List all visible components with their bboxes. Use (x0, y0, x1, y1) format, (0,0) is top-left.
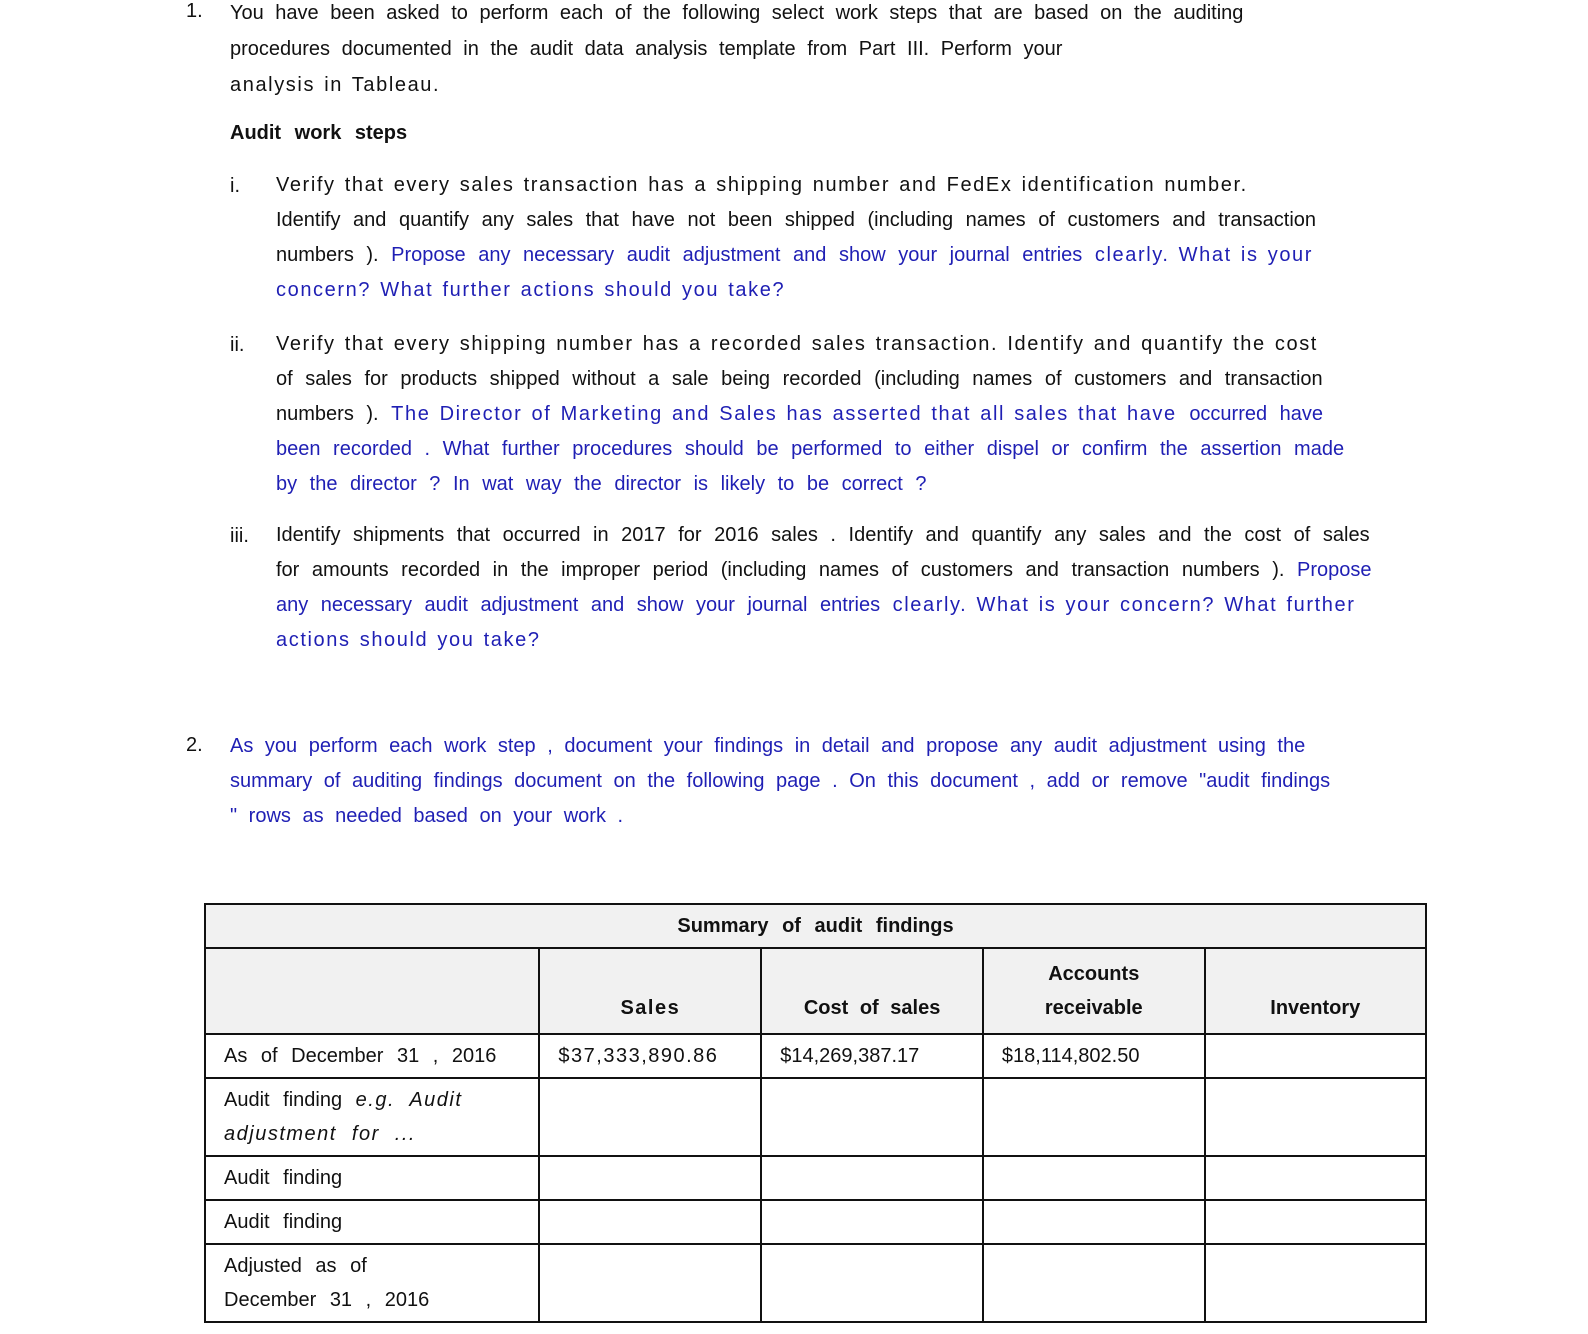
table-row (205, 1034, 1426, 1078)
item-1-text-b: analysis in Tableau. (230, 74, 441, 96)
cell-cost-of-sales (761, 1156, 983, 1200)
audit-work-steps-heading: Audit work steps (230, 122, 408, 144)
cell-inventory (1205, 1078, 1426, 1156)
step-black-text: Identify shipments that occurred in 2017 for 2016 sales . Identify and quantify any sales and the cost of sales for amounts recorded in the improper period (including names of customers and transaction numbers ). (276, 524, 1370, 581)
column-header-accounts-receivable-label: Accounts receivable (1044, 963, 1143, 1019)
cell-sales (539, 1078, 761, 1156)
cell-inventory (1205, 1200, 1426, 1244)
step-black-text: of sales for products shipped without a sale being recorded (including names of customers and transaction numbers ). (276, 368, 1323, 425)
step-numeral: iii. (230, 525, 249, 547)
step-body (276, 327, 1376, 502)
cell-accounts-receivable (983, 1200, 1205, 1244)
cell-sales (539, 1156, 761, 1200)
row-label: As of December 31 , 2016 (205, 1034, 539, 1078)
row-label: Audit finding (205, 1200, 539, 1244)
cell-sales (539, 1244, 761, 1322)
cell-accounts-receivable (983, 1156, 1205, 1200)
row-label (205, 1078, 539, 1156)
cell-inventory (1205, 1156, 1426, 1200)
table-row (205, 1078, 1426, 1156)
cell-accounts-receivable (983, 1244, 1205, 1322)
column-header-blank (205, 948, 539, 1034)
table-row (205, 1156, 1426, 1200)
item-1-text (230, 0, 1310, 103)
step-numeral: i. (230, 175, 240, 197)
row-label (205, 1244, 539, 1322)
cell-accounts-receivable: $18,114,802.50 (983, 1034, 1205, 1078)
step-body (276, 168, 1376, 308)
column-header-cost-of-sales: Cost of sales (761, 948, 983, 1034)
cell-accounts-receivable (983, 1078, 1205, 1156)
step-blue-text-a: The Director of Marketing and Sales has asserted that all sales that have (391, 403, 1177, 425)
cell-cost-of-sales (761, 1078, 983, 1156)
table-row (205, 1200, 1426, 1244)
summary-of-audit-findings-table (204, 903, 1427, 1323)
column-header-accounts-receivable (983, 948, 1205, 1034)
column-header-inventory: Inventory (1205, 948, 1426, 1034)
row-label-example: e.g. Audit adjustment for ... (224, 1089, 463, 1145)
step-body (276, 518, 1376, 658)
cell-cost-of-sales: $14,269,387.17 (761, 1034, 983, 1078)
step-blue-text-b: clearly. What is your concern? What further actions should you take? (276, 244, 1314, 301)
step-line-1: Verify that every shipping number has a recorded sales transaction. Identify and quantify the cost (276, 333, 1318, 355)
table-row (205, 1244, 1426, 1322)
item-2-text: As you perform each work step , document your findings in detail and propose any audit adjustment using the summary of auditing findings document on the following page . On this document , add or remove "audit findings " rows as needed based on your work . (230, 735, 1331, 827)
step-blue-text-a: Propose any necessary audit adjustment and show your journal entries (391, 244, 1083, 266)
column-header-sales: Sales (539, 948, 761, 1034)
row-label: Audit finding (205, 1156, 539, 1200)
step-black-text: Identify and quantify any sales that have not been shipped (including names of customers and transaction numbers ). (276, 209, 1317, 266)
step-blue-text-a: Propose any necessary audit adjustment and show your journal entries (276, 559, 1372, 616)
cell-inventory (1205, 1244, 1426, 1322)
cell-cost-of-sales (761, 1244, 983, 1322)
column-header-row (205, 948, 1426, 1034)
table-title: Summary of audit findings (205, 904, 1426, 948)
step-numeral: ii. (230, 334, 245, 356)
table-title-row (205, 904, 1426, 948)
item-number: 2. (186, 734, 203, 756)
step-blue-text-b: clearly. What is your concern? What further actions should you take? (276, 594, 1356, 651)
cell-inventory (1205, 1034, 1426, 1078)
step-blue-text-b: occurred have been recorded . What further procedures should be performed to either dispel or confirm the assertion made by the director ? In wat way the director is likely to be correct ? (276, 403, 1345, 495)
step-line-1: Verify that every sales transaction has a shipping number and FedEx identification number. (276, 174, 1248, 196)
item-1-text-a: You have been asked to perform each of the following select work steps that are based on the auditing procedures documented in the audit data analysis template from Part III. Perform your (230, 2, 1244, 60)
cell-sales: $37,333,890.86 (539, 1034, 761, 1078)
cell-cost-of-sales (761, 1200, 983, 1244)
row-label-text: Audit finding (224, 1089, 343, 1111)
cell-sales (539, 1200, 761, 1244)
row-label-text: Adjusted as of December 31 , 2016 (224, 1255, 430, 1311)
item-number: 1. (186, 0, 203, 22)
